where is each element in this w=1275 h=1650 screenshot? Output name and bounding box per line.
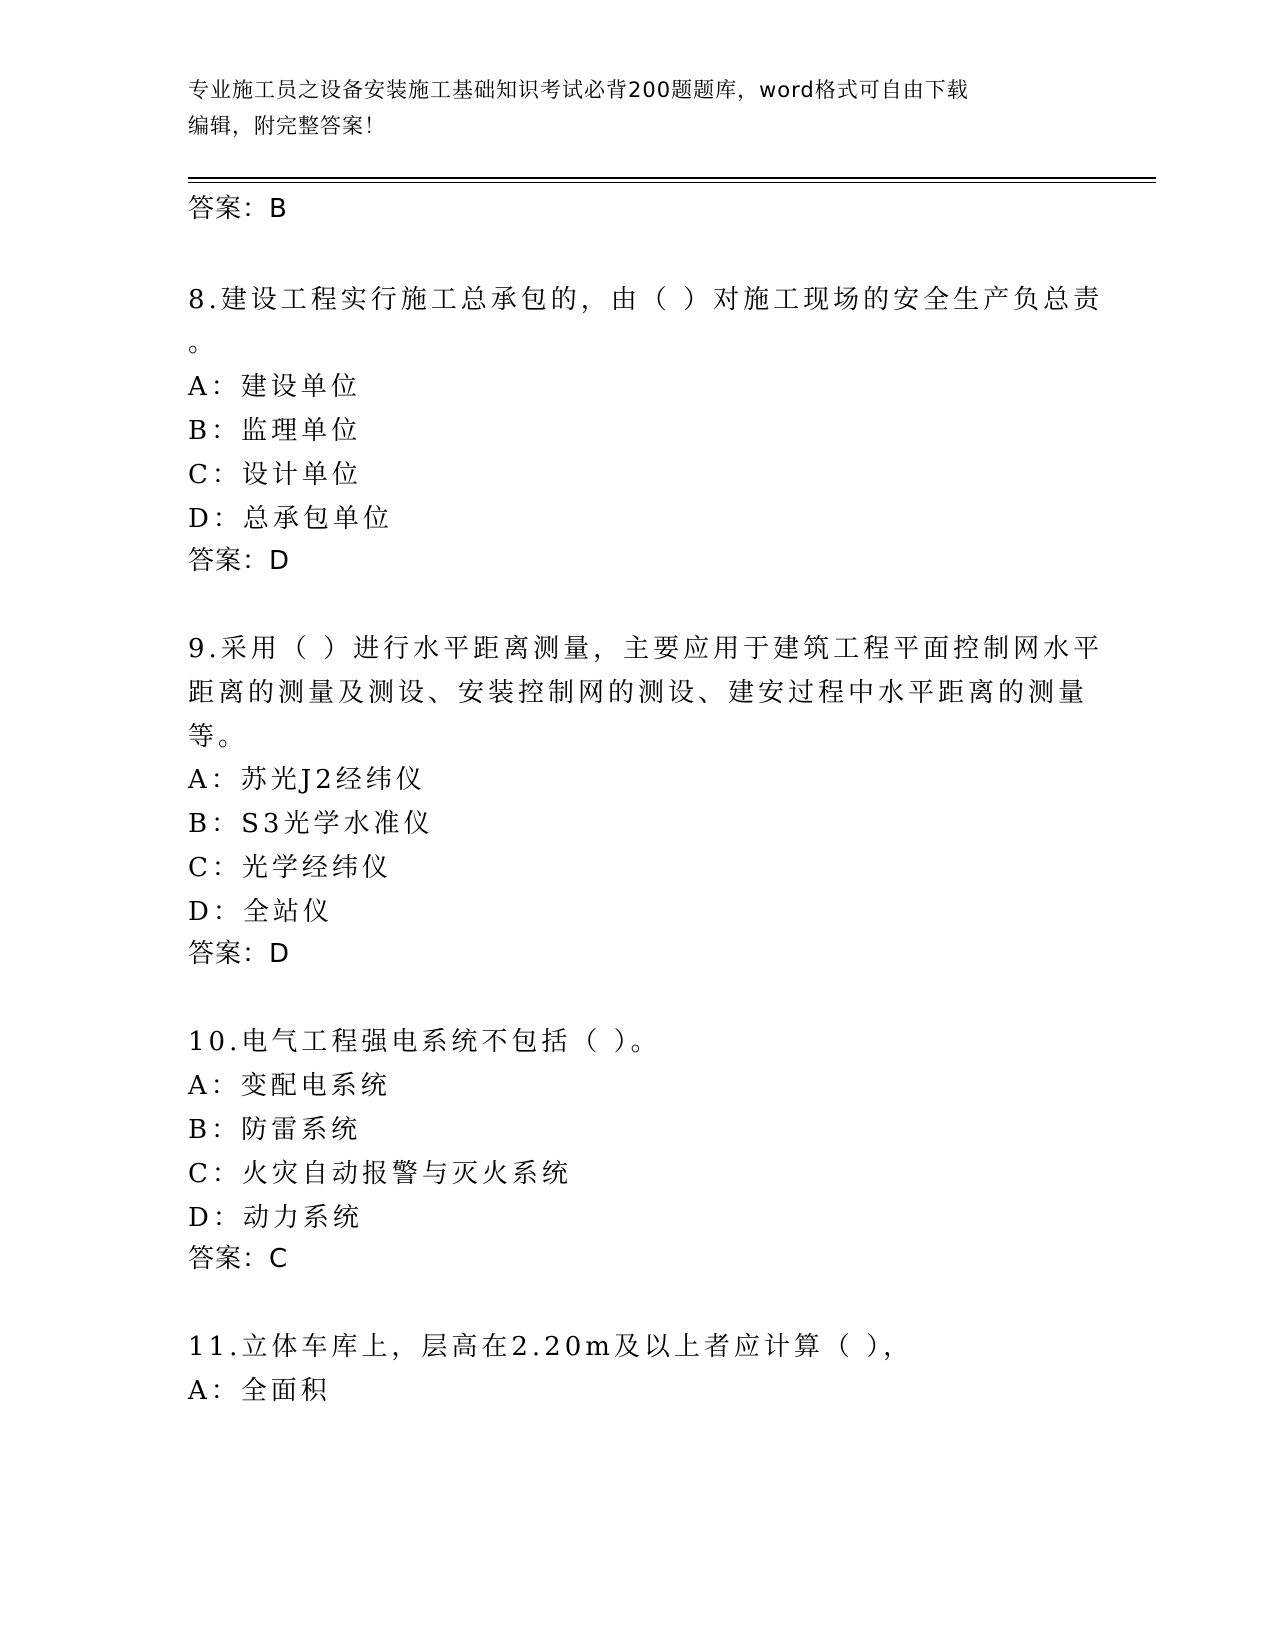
q8-option-a: A：建设单位 bbox=[188, 372, 361, 402]
q9-option-c: C：光学经纬仪 bbox=[188, 853, 392, 883]
q10-option-d: D：动力系统 bbox=[188, 1203, 363, 1233]
q10-stem-line-1: 10.电气工程强电系统不包括（ ）。 bbox=[188, 1027, 661, 1057]
header-line-2: 编辑，附完整答案！ bbox=[188, 114, 386, 138]
q8-answer: 答案：D bbox=[188, 546, 291, 576]
q10-option-c: C：火灾自动报警与灭火系统 bbox=[188, 1159, 572, 1189]
q9-option-d: D：全站仪 bbox=[188, 897, 333, 927]
q8-stem-line-1: 8.建设工程实行施工总承包的，由（ ）对施工现场的安全生产负总责 bbox=[188, 285, 1104, 315]
q10-option-a: A：变配电系统 bbox=[188, 1071, 391, 1101]
q9-answer: 答案：D bbox=[188, 939, 291, 969]
document-header bbox=[188, 72, 1068, 144]
q11-option-a: A：全面积 bbox=[188, 1376, 331, 1406]
q8-option-c: C：设计单位 bbox=[188, 460, 362, 490]
q11-stem-line-1: 11.立体车库上，层高在2.20m及以上者应计算（ ）， bbox=[188, 1332, 914, 1362]
q9-option-a: A：苏光J2经纬仪 bbox=[188, 765, 426, 795]
q9-option-b: B：S3光学水准仪 bbox=[188, 809, 434, 839]
header-line-1: 专业施工员之设备安装施工基础知识考试必背200题题库，word格式可自由下载 bbox=[188, 78, 969, 102]
q7-answer: 答案：B bbox=[188, 194, 288, 224]
q10-answer: 答案：C bbox=[188, 1244, 289, 1274]
header-divider-thin bbox=[188, 182, 1156, 183]
q9-stem-line-3: 等。 bbox=[188, 722, 249, 752]
q10-option-b: B：防雷系统 bbox=[188, 1115, 362, 1145]
q8-option-b: B：监理单位 bbox=[188, 416, 362, 446]
q8-option-d: D：总承包单位 bbox=[188, 504, 393, 534]
header-divider-thick bbox=[188, 177, 1156, 179]
q9-stem-line-2: 距离的测量及测设、安装控制网的测设、建安过程中水平距离的测量 bbox=[188, 678, 1089, 708]
q9-stem-line-1: 9.采用（ ）进行水平距离测量，主要应用于建筑工程平面控制网水平 bbox=[188, 634, 1104, 664]
q8-stem-line-2: 。 bbox=[188, 328, 219, 358]
